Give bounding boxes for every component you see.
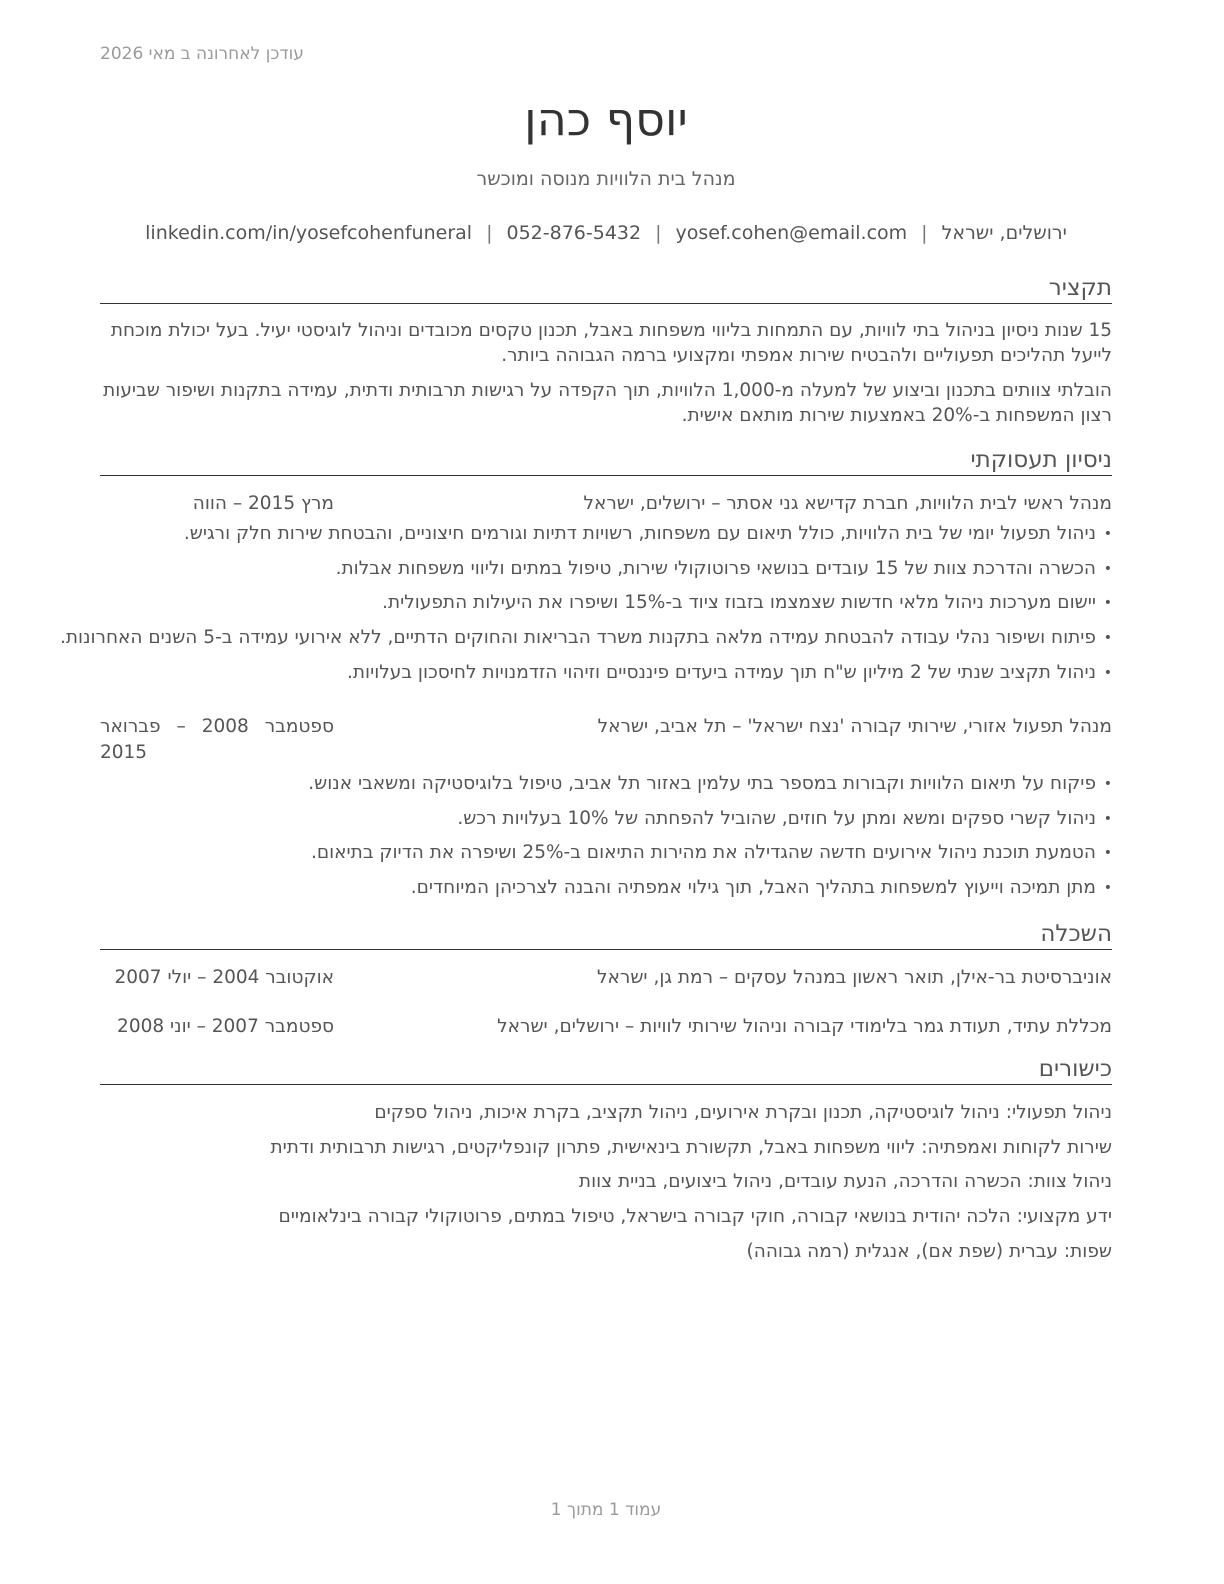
bullet-icon: • (1103, 845, 1112, 862)
education-title: אוניברסיטת בר-אילן, תואר ראשון במנהל עסקים – רמת גן, ישראל (597, 967, 1112, 988)
bullet-icon: • (1103, 776, 1112, 792)
job-dates: מרץ 2015 – הווה (192, 493, 334, 514)
job-title: מנהל ראשי לבית הלוויות, חברת קדישא גני אסתר – ירושלים, ישראל (583, 493, 1112, 514)
page-number: עמוד 1 מתוך 1 (550, 1500, 662, 1520)
job-title: מנהל תפעול אזורי, שירותי קבורה 'נצח ישראל' – תל אביב, ישראל (597, 716, 1112, 737)
list-item: • מתן תמיכה וייעוץ למשפחות בתהליך האבל, תוך גילוי אמפתיה והבנה לצרכיהן המיוחדים. (100, 875, 1112, 901)
contact-separator: | (921, 222, 928, 244)
contact-location: ירושלים, ישראל (941, 222, 1067, 244)
summary-paragraph: הובלתי צוותים בתכנון וביצוע של למעלה מ-1,000 הלוויות, תוך הקפדה על רגישות תרבותית ודתית, עמידה בתקנות ושיפור שביעות רצון המשפחות ב-20% באמצעות שירות מותאם אישית. (103, 380, 1112, 426)
skill-item: ניהול צוות: הכשרה והדרכה, הנעת עובדים, ניהול ביצועים, בניית צוות (578, 1171, 1112, 1193)
skill-item: שפות: עברית (שפת אם), אנגלית (רמה גבוהה) (746, 1240, 1112, 1262)
contact-email[interactable]: yosef.cohen@email.com (675, 222, 908, 244)
section-title-education: השכלה (100, 920, 1112, 950)
summary-paragraph: 15 שנות ניסיון בניהול בתי לוויות, עם התמחות בליווי משפחות באבל, תכנון טקסים מכובדים וניהול לוגיסטי יעיל. בעל יכולת מוכחת לייעל תהליכים תפעוליים ולהבטיח שירות אמפתי ומקצועי ברמה הגבוהה ביותר. (110, 320, 1112, 366)
last-updated: עודכן לאחרונה ב מאי 2026 (100, 44, 304, 64)
bullet-icon: • (1103, 560, 1112, 577)
contact-separator: | (655, 222, 662, 244)
resume-page (59, 0, 1112, 1584)
skill-item: ידע מקצועי: הלכה יהודית בנושאי קבורה, חוקי קבורה בישראל, טיפול במתים, פרוטוקולי קבורה בינלאומיים (278, 1206, 1112, 1228)
skill-item: ניהול תפעולי: ניהול לוגיסטיקה, תכנון ובקרת אירועים, ניהול תקציב, בקרת איכות, ניהול ספקים (374, 1102, 1112, 1123)
list-item: • ניהול תקציב שנתי של 2 מיליון ש"ח תוך עמידה ביעדים פיננסיים וזיהוי הזדמנויות לחיסכון בעלויות. (100, 660, 1112, 686)
bullet-icon: • (1103, 664, 1112, 681)
bullet-icon: • (1103, 630, 1112, 647)
list-item: • יישום מערכות ניהול מלאי חדשות שצמצמו בזבוז ציוד ב-15% ושיפרו את היעילות התפעולית. (100, 590, 1112, 616)
bullet-icon: • (1103, 595, 1112, 612)
skill-item: שירות לקוחות ואמפתיה: ליווי משפחות באבל, תקשורת בינאישית, פתרון קונפליקטים, רגישות תרבותית ודתית (270, 1136, 1112, 1158)
bullet-icon: • (1103, 880, 1112, 897)
list-item: • הטמעת תוכנת ניהול אירועים חדשה שהגדילה את מהירות התיאום ב-25% ושיפרה את הדיוק בתיאום. (100, 840, 1112, 866)
list-item: • פיקוח על תיאום הלוויות וקבורות במספר בתי עלמין באזור תל אביב, טיפול בלוגיסטיקה ומשאבי אנוש. (100, 771, 1112, 797)
candidate-tagline: מנהל בית הלוויות מנוסה ומוכשר (476, 168, 736, 190)
list-item: • הכשרה והדרכת צוות של 15 עובדים בנושאי פרוטוקולי שירות, טיפול במתים וליווי משפחות אבלות. (100, 556, 1112, 582)
list-item: • ניהול קשרי ספקים ומשא ומתן על חוזים, שהוביל להפחתה של 10% בעלויות רכש. (100, 806, 1112, 832)
contact-line (100, 222, 1112, 244)
list-item: • ניהול תפעול יומי של בית הלוויות, כולל תיאום עם משפחות, רשויות דתיות וגורמים חיצוניים, והבטחת שירות חלק ורגיש. (100, 521, 1112, 547)
education-dates: אוקטובר 2004 – יולי 2007 (114, 967, 334, 988)
skills-list (100, 1100, 1112, 1273)
bullet-icon: • (1103, 810, 1112, 827)
job-bullets (59, 521, 1112, 694)
contact-separator: | (486, 222, 493, 244)
education-title: מכללת עתיד, תעודת גמר בלימודי קבורה וניהול שירותי לוויות – ירושלים, ישראל (497, 1016, 1112, 1037)
list-item: • פיתוח ושיפור נהלי עבודה להבטחת עמידה מלאה בתקנות משרד הבריאות והחוקים הדתיים, ללא אירועי עמידה ב-5 השנים האחרונות. (100, 625, 1112, 651)
contact-phone[interactable]: 052-876-5432 (506, 222, 642, 244)
job-dates: ספטמבר 2008 – פברואר 2015 (100, 716, 334, 763)
contact-linkedin[interactable]: linkedin.com/in/yosefcohenfuneral (145, 222, 473, 244)
section-title-skills: כישורים (100, 1055, 1112, 1085)
section-title-experience: ניסיון תעסוקתי (100, 446, 1112, 476)
education-dates: ספטמבר 2007 – יוני 2008 (117, 1016, 334, 1037)
bullet-icon: • (1103, 526, 1112, 542)
candidate-name: יוסף כהן (524, 92, 688, 146)
job-bullets (100, 771, 1112, 910)
section-title-summary: תקציר (100, 274, 1112, 304)
